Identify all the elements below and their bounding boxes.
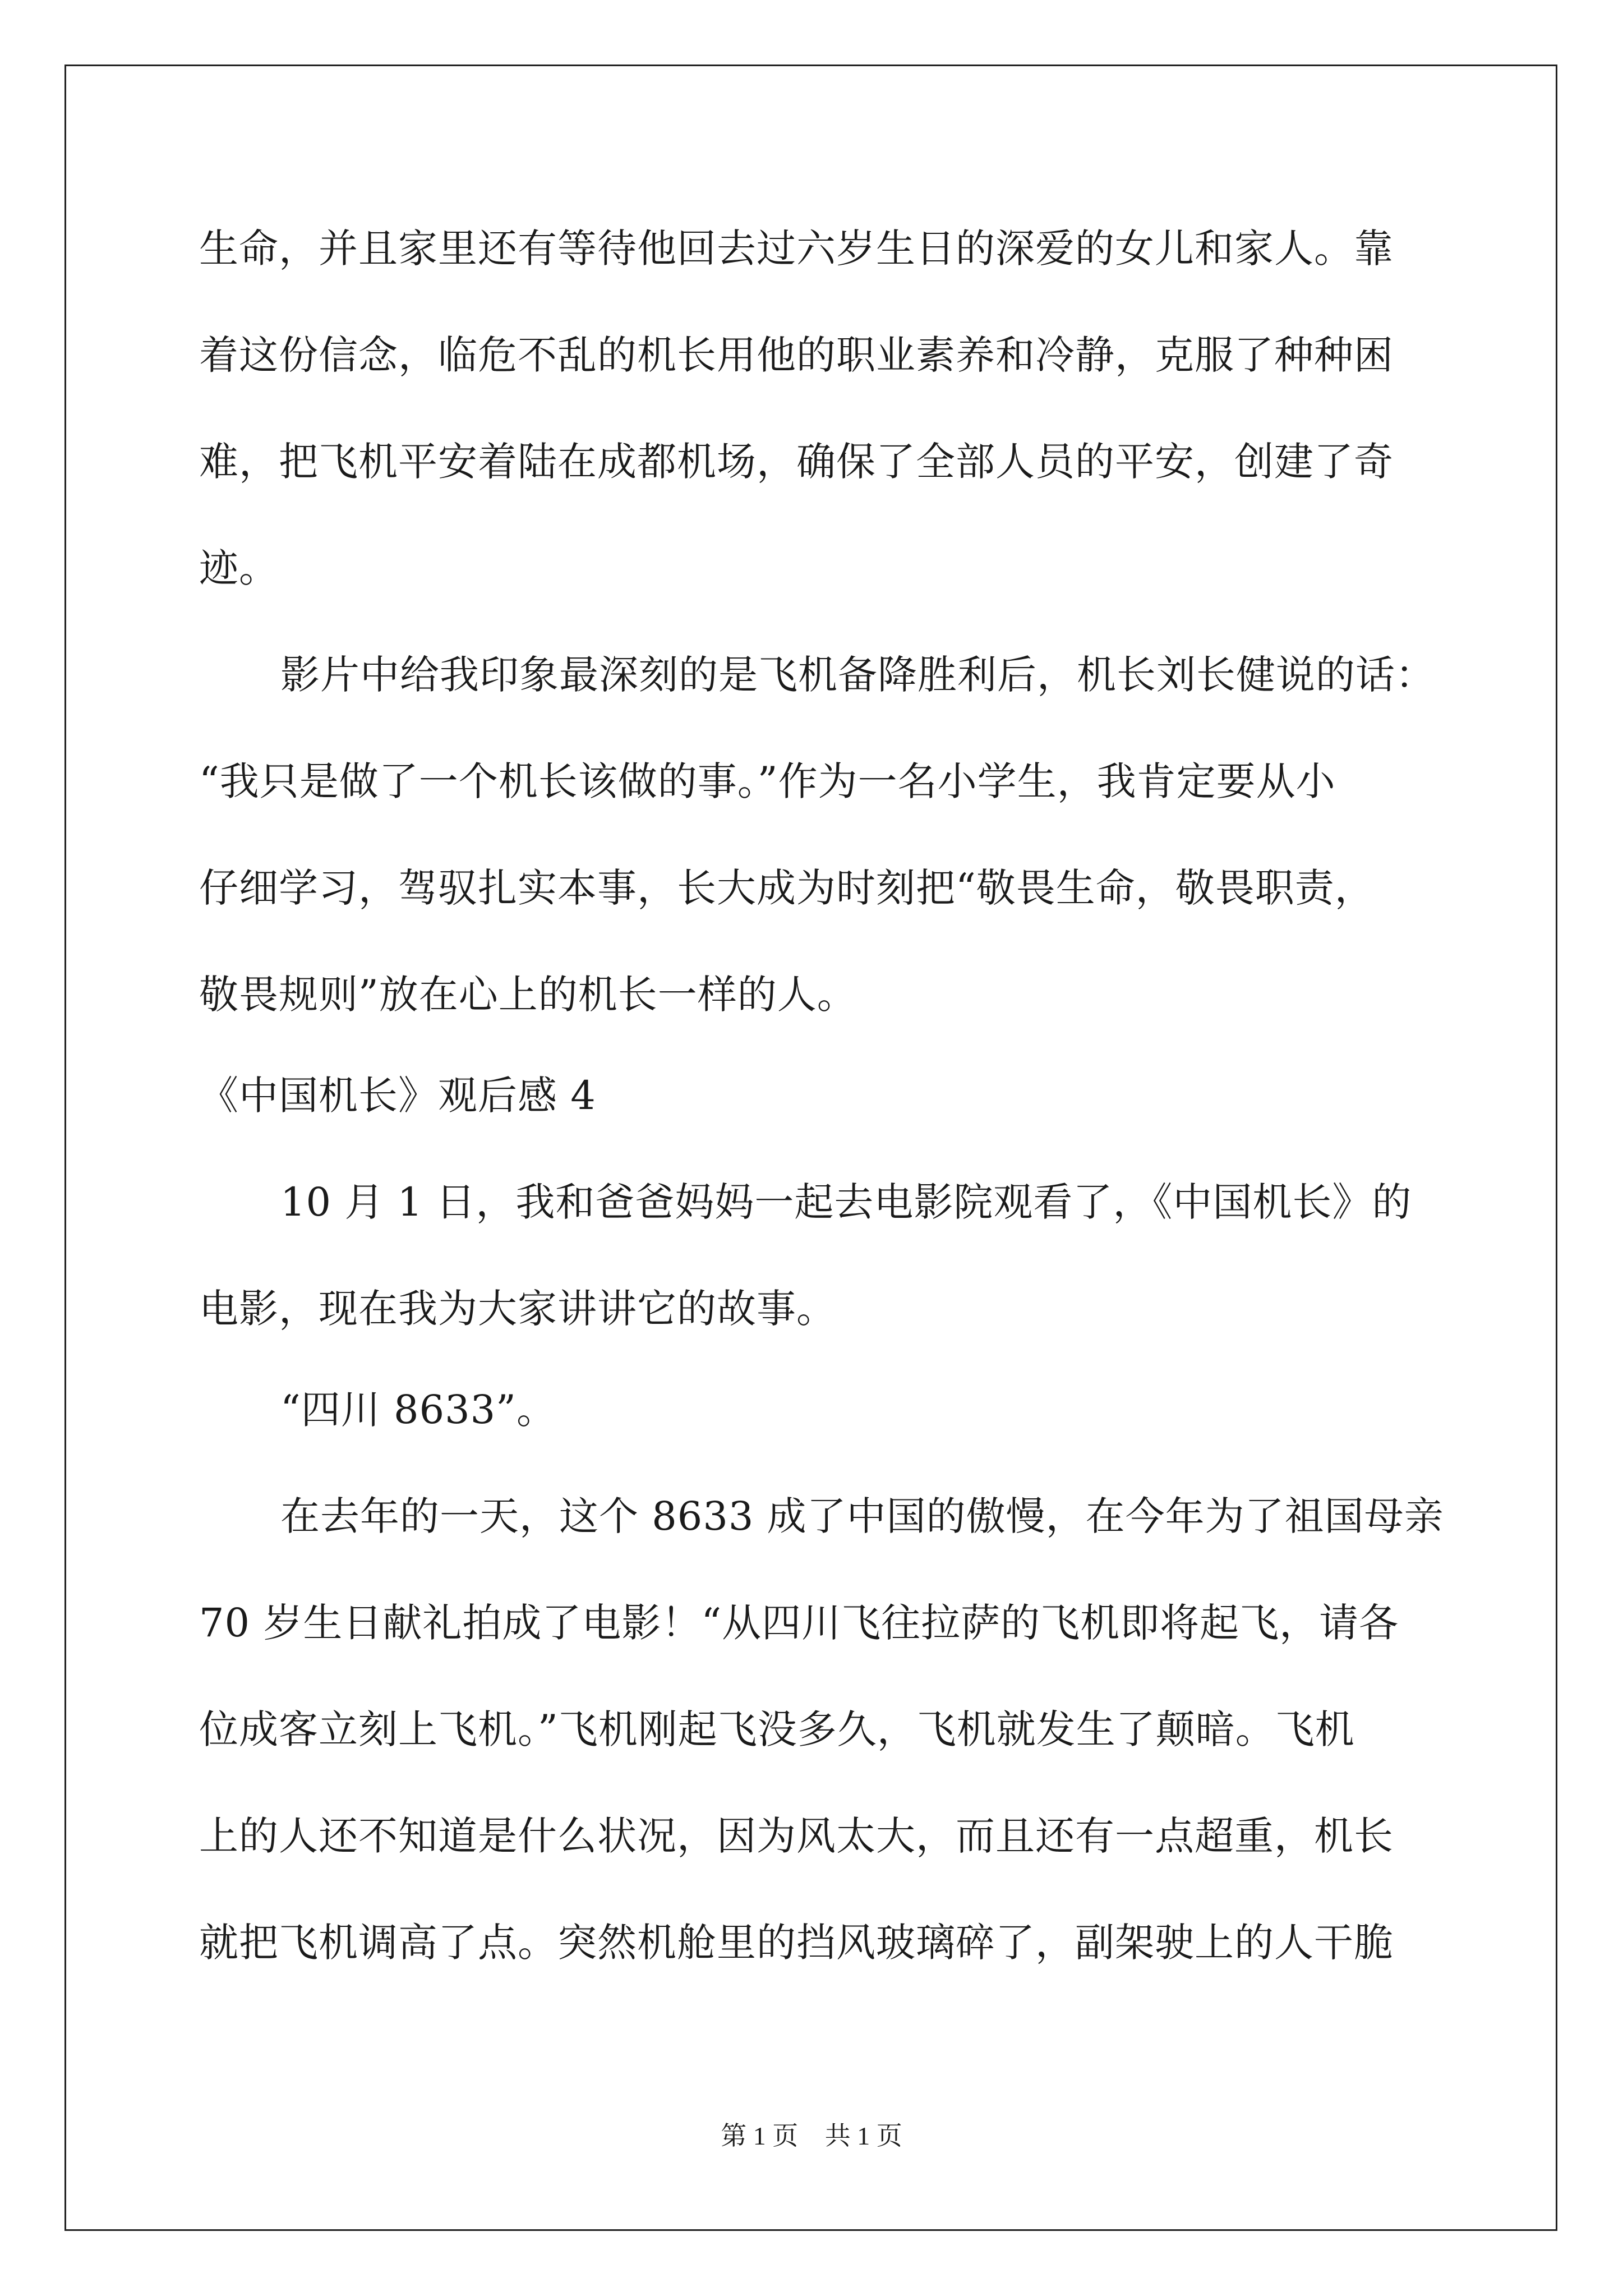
- body-text-line: 迹。: [199, 545, 279, 591]
- body-text-line: 难，把飞机平安着陆在成都机场，确保了全部人员的平安，创建了奇: [199, 439, 1394, 485]
- body-text-line: 70 岁生日献礼拍成了电影！“从四川飞往拉萨的飞机即将起飞，请各: [199, 1600, 1399, 1646]
- body-text-line: “我只是做了一个机长该做的事。”作为一名小学生，我肯定要从小: [199, 758, 1336, 804]
- body-text-line: 在去年的一天，这个 8633 成了中国的傲慢，在今年为了祖国母亲: [280, 1493, 1444, 1539]
- body-text-line: 着这份信念，临危不乱的机长用他的职业素养和冷静，克服了种种困: [199, 332, 1394, 378]
- page-number: 第 1 页: [721, 2122, 799, 2150]
- body-text-line: 电影，现在我为大家讲讲它的故事。: [199, 1286, 836, 1332]
- page-border: [64, 65, 1557, 2231]
- page-footer: [0, 2119, 1623, 2153]
- body-text-line: 生命，并且家里还有等待他回去过六岁生日的深爱的女儿和家人。靠: [199, 226, 1394, 272]
- body-text-line: 影片中给我印象最深刻的是飞机备降胜利后，机长刘长健说的话：: [280, 652, 1435, 698]
- body-text-line: 仔细学习，驾驭扎实本事，长大成为时刻把“敬畏生命，敬畏职责，: [199, 865, 1375, 911]
- body-text-line: 上的人还不知道是什么状况，因为风太大，而且还有一点超重，机长: [199, 1813, 1394, 1859]
- body-text-line: “四川 8633”。: [280, 1387, 556, 1433]
- body-text-line: 10 月 1 日，我和爸爸妈妈一起去电影院观看了，《中国机长》的: [280, 1179, 1412, 1225]
- page-total: 共 1 页: [824, 2122, 902, 2150]
- body-text-line: 就把飞机调高了点。突然机舱里的挡风玻璃碎了，副架驶上的人干脆: [199, 1920, 1394, 1966]
- body-text-line: 位成客立刻上飞机。”飞机刚起飞没多久，飞机就发生了颠暗。飞机: [199, 1706, 1355, 1752]
- section-title: 《中国机长》观后感 4: [199, 1073, 596, 1119]
- body-text-line: 敬畏规则”放在心上的机长一样的人。: [199, 972, 857, 1018]
